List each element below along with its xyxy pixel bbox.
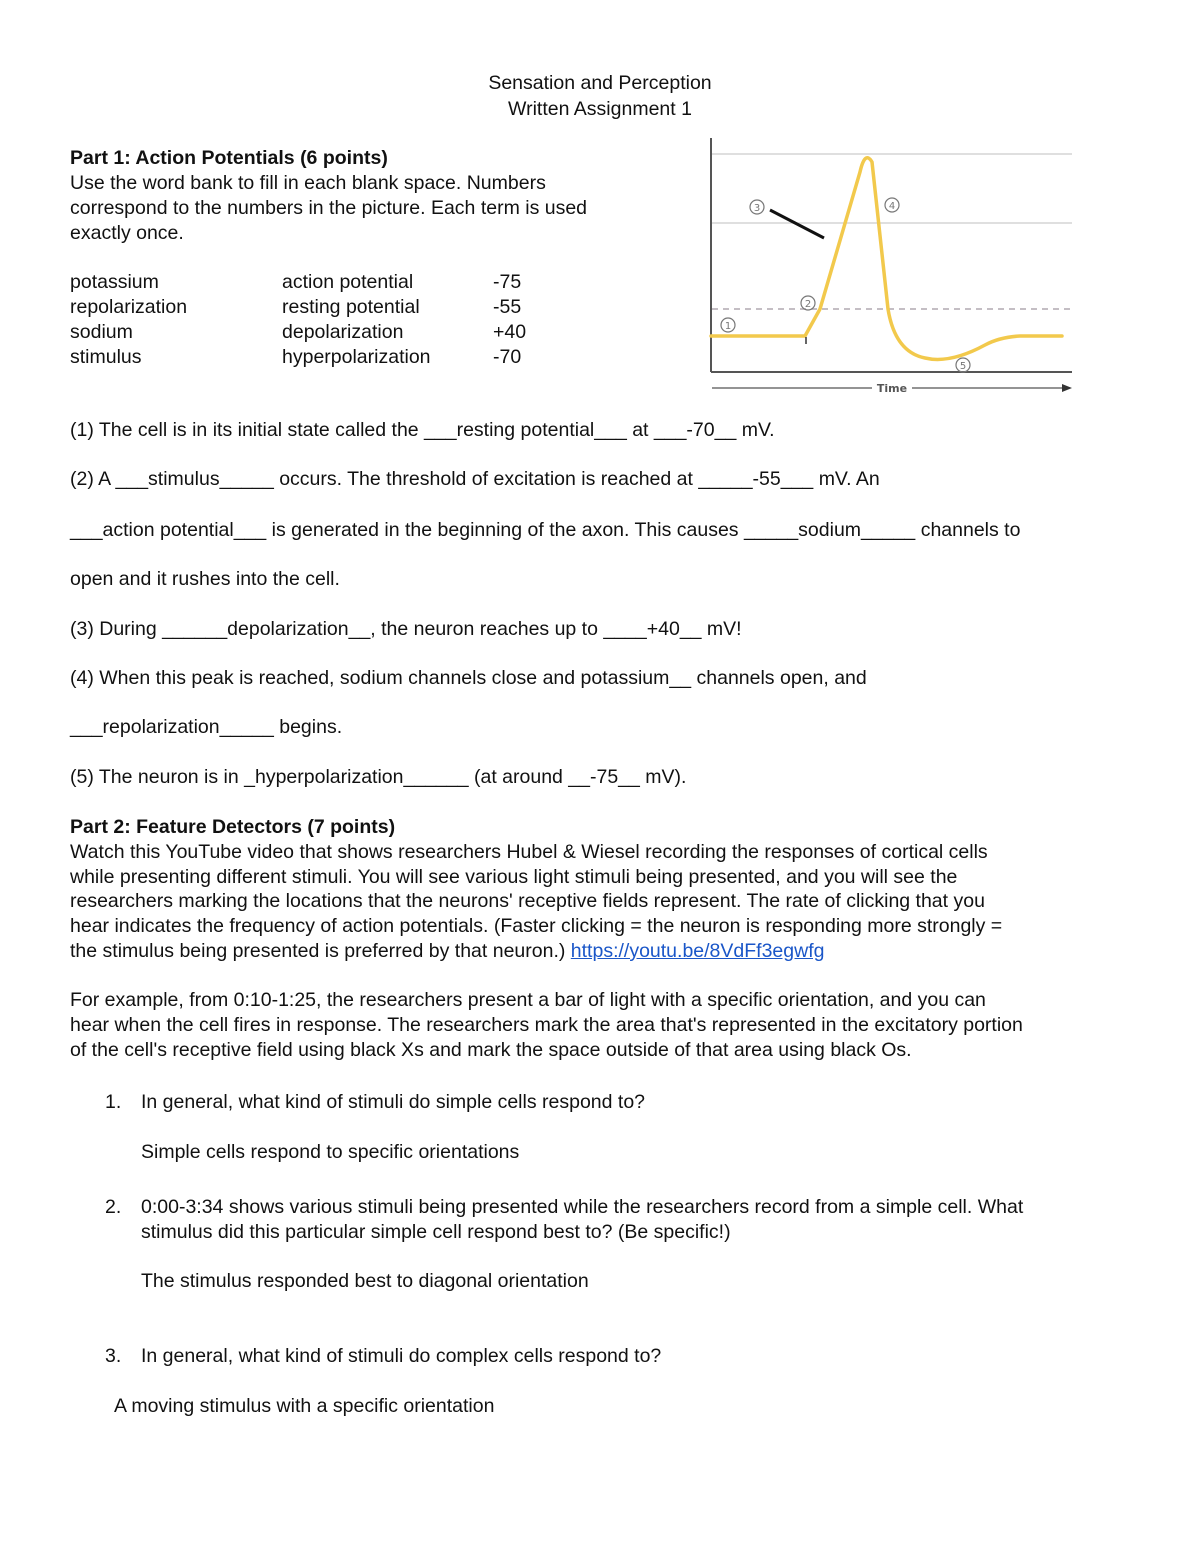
question-2-answer: The stimulus responded best to diagonal orientation [141, 1270, 589, 1292]
answer-2-continued: ___action potential___ is generated in the beginning of the axon. This causes _____sodium_____ channels to [70, 519, 1021, 541]
part2-intro-line-3: researchers marking the locations that the neurons' receptive fields represent. The rate of clicking that you [70, 890, 985, 912]
word-bank-column-1 [70, 270, 187, 370]
part2-intro-line-4: hear indicates the frequency of action potentials. (Faster clicking = the neuron is responding more strongly = [70, 915, 1003, 937]
word-bank-term: -75 [493, 271, 522, 293]
part2-heading: Part 2: Feature Detectors (7 points) [70, 816, 396, 838]
word-bank-term: action potential [282, 271, 414, 293]
word-bank-term: resting potential [282, 296, 420, 318]
question-3-answer: A moving stimulus with a specific orientation [114, 1395, 495, 1417]
part2-example-line-1: For example, from 0:10-1:25, the researchers present a bar of light with a specific orientation, and you can [70, 989, 986, 1011]
part2-intro-line-5 [70, 939, 824, 964]
part2-example-line-2: hear when the cell fires in response. The researchers mark the area that's represented in the excitatory portion [70, 1014, 1023, 1036]
part1-instructions-line-2: correspond to the numbers in the picture. Each term is used [70, 197, 588, 219]
word-bank-column-3 [493, 270, 526, 370]
answer-2: (2) A ___stimulus_____ occurs. The threshold of excitation is reached at _____-55___ mV. An [70, 468, 880, 490]
word-bank-term: +40 [493, 321, 527, 343]
course-title: Sensation and Perception [488, 72, 712, 94]
answer-5: (5) The neuron is in _hyperpolarization______ (at around __-75__ mV). [70, 766, 687, 788]
question-3-text: In general, what kind of stimuli do complex cells respond to? [141, 1345, 662, 1367]
word-bank-term: stimulus [70, 346, 142, 368]
youtube-video-link[interactable]: https://youtu.be/8VdFf3egwfg [570, 940, 825, 962]
svg-text:5: 5 [959, 361, 967, 372]
question-2-text-line-2: stimulus did this particular simple cell respond best to? (Be specific!) [141, 1221, 731, 1243]
question-2-text-line-1: 0:00-3:34 shows various stimuli being presented while the researchers record from a simple cell. What [141, 1196, 1024, 1218]
word-bank-term: depolarization [282, 321, 404, 343]
part2-intro-line-2: while presenting different stimuli. You will see various light stimuli being presented, and you will see the [70, 866, 958, 888]
x-axis-label: Time [876, 382, 908, 395]
word-bank-column-2 [282, 270, 431, 370]
svg-text:2: 2 [804, 299, 812, 310]
assignment-title: Written Assignment 1 [508, 98, 692, 120]
answer-2-continued-2: open and it rushes into the cell. [70, 568, 340, 590]
word-bank-term: repolarization [70, 296, 188, 318]
question-1-answer: Simple cells respond to specific orientations [141, 1141, 520, 1163]
word-bank-term: hyperpolarization [282, 346, 431, 368]
part1-instructions-line-3: exactly once. [70, 222, 184, 244]
svg-text:4: 4 [888, 201, 896, 212]
question-2-number: 2. [105, 1196, 122, 1218]
word-bank-term: sodium [70, 321, 133, 343]
svg-text:3: 3 [753, 203, 761, 214]
part2-intro-line-1: Watch this YouTube video that shows researchers Hubel & Wiesel recording the responses of cortical cells [70, 841, 988, 863]
part2-intro-line-5-text: the stimulus being presented is preferred by that neuron.) [70, 940, 571, 962]
part2-example-line-3: of the cell's receptive field using black Xs and mark the space outside of that area using black Os. [70, 1039, 912, 1061]
word-bank-term: potassium [70, 271, 159, 293]
action-potential-figure [700, 132, 1085, 398]
question-1-number: 1. [105, 1091, 122, 1113]
answer-4: (4) When this peak is reached, sodium channels close and potassium__ channels open, and [70, 667, 867, 689]
answer-1: (1) The cell is in its initial state called the ___resting potential___ at ___-70__ mV. [70, 419, 775, 441]
word-bank-term: -55 [493, 296, 522, 318]
answer-3: (3) During ______depolarization__, the neuron reaches up to ____+40__ mV! [70, 618, 742, 640]
part1-heading: Part 1: Action Potentials (6 points) [70, 147, 388, 169]
svg-text:1: 1 [724, 321, 732, 332]
answer-4-continued: ___repolarization_____ begins. [70, 716, 343, 738]
word-bank-term: -70 [493, 346, 522, 368]
question-3-number: 3. [105, 1345, 122, 1367]
part1-instructions-line-1: Use the word bank to fill in each blank space. Numbers [70, 172, 546, 194]
question-1-text: In general, what kind of stimuli do simple cells respond to? [141, 1091, 646, 1113]
